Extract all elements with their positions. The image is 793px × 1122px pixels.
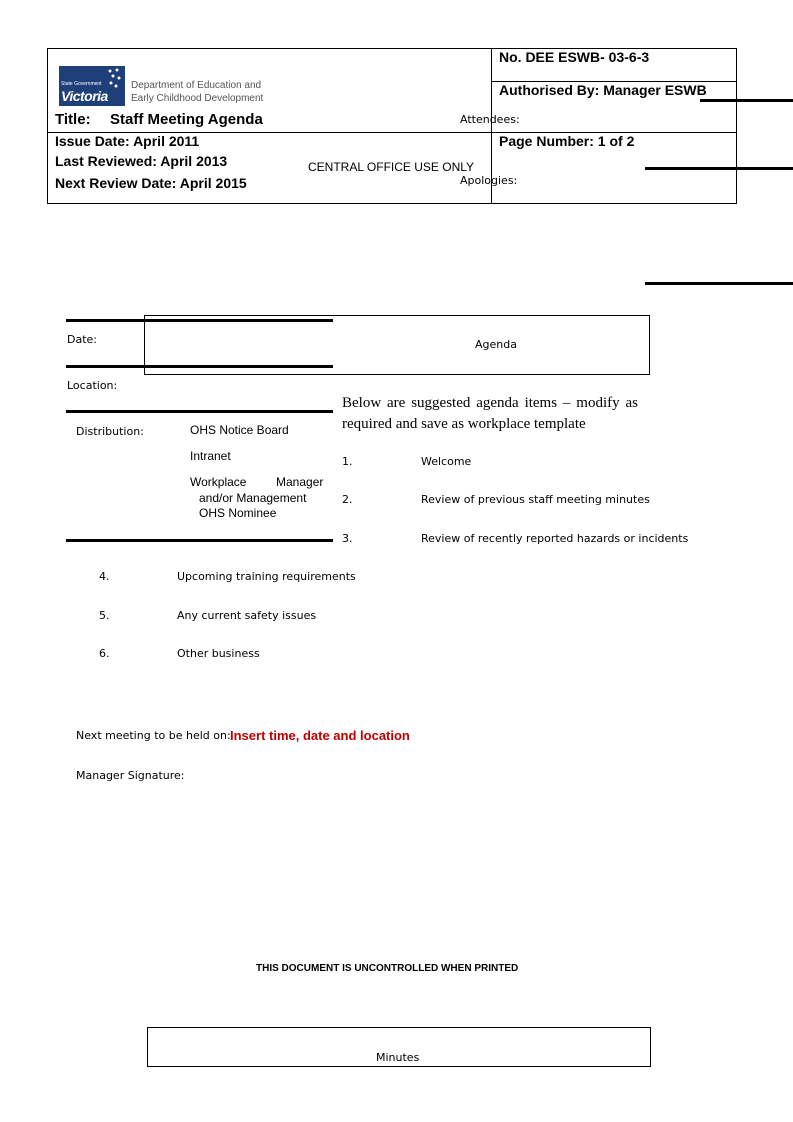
agenda-item-number: 6. bbox=[99, 647, 110, 660]
distribution-item: OHS Nominee bbox=[199, 506, 277, 520]
agenda-item-number: 2. bbox=[342, 493, 353, 506]
agenda-item-number: 5. bbox=[99, 609, 110, 622]
distribution-item: Workplace bbox=[190, 475, 247, 489]
minutes-heading: Minutes bbox=[376, 1051, 420, 1064]
apologies-label: Apologies: bbox=[460, 174, 518, 187]
logo-wordmark: Victoria bbox=[61, 88, 108, 104]
issue-date: Issue Date: April 2011 bbox=[55, 133, 200, 149]
agenda-item-text: Review of recently reported hazards or incidents bbox=[421, 532, 689, 545]
field-line bbox=[645, 282, 793, 285]
page-title: Staff Meeting Agenda bbox=[110, 111, 263, 128]
next-review-date: Next Review Date: April 2015 bbox=[55, 175, 247, 191]
page-number: Page Number: 1 of 2 bbox=[499, 133, 635, 149]
distribution-item: Intranet bbox=[190, 449, 231, 463]
date-label: Date: bbox=[67, 333, 97, 346]
distribution-item: Manager bbox=[276, 475, 324, 489]
apologies-line bbox=[645, 167, 793, 170]
uncontrolled-notice: THIS DOCUMENT IS UNCONTROLLED WHEN PRINTED bbox=[256, 963, 519, 974]
last-reviewed: Last Reviewed: April 2013 bbox=[55, 153, 228, 169]
next-meeting-label: Next meeting to be held on: bbox=[76, 729, 231, 742]
location-label: Location: bbox=[67, 379, 118, 392]
agenda-item-text: Review of previous staff meeting minutes bbox=[421, 493, 650, 506]
distribution-line bbox=[66, 539, 333, 542]
agenda-item-text: Any current safety issues bbox=[177, 609, 317, 622]
agenda-heading: Agenda bbox=[475, 338, 517, 351]
agenda-intro: Below are suggested agenda items – modify as required and save as workplace template bbox=[342, 395, 638, 432]
central-office-note: CENTRAL OFFICE USE ONLY bbox=[308, 160, 475, 174]
location-line bbox=[66, 410, 333, 413]
agenda-item-text: Upcoming training requirements bbox=[177, 570, 356, 583]
agenda-item-number: 1. bbox=[342, 455, 353, 468]
agenda-item-text: Other business bbox=[177, 647, 260, 660]
distribution-label: Distribution: bbox=[76, 425, 144, 438]
agenda-item-number: 4. bbox=[99, 570, 110, 583]
authorised-by: Authorised By: Manager ESWB bbox=[499, 82, 707, 98]
title-label: Title: bbox=[55, 111, 91, 128]
victoria-logo bbox=[59, 66, 271, 108]
agenda-item-text: Welcome bbox=[421, 455, 472, 468]
distribution-item: OHS Notice Board bbox=[190, 423, 289, 437]
logo-dept-line2: Early Childhood Development bbox=[131, 93, 264, 104]
distribution-item: and/or Management bbox=[199, 491, 307, 505]
document-number: No. DEE ESWB- 03-6-3 bbox=[499, 49, 650, 65]
attendees-line bbox=[700, 99, 793, 102]
attendees-label: Attendees: bbox=[460, 113, 520, 126]
date-line-bottom bbox=[66, 365, 333, 368]
next-meeting-placeholder[interactable]: Insert time, date and location bbox=[230, 728, 410, 743]
logo-small-text: State Government bbox=[61, 81, 102, 87]
manager-signature-label: Manager Signature: bbox=[76, 769, 185, 782]
agenda-item-number: 3. bbox=[342, 532, 353, 545]
stars-icon bbox=[107, 68, 123, 90]
logo-dept-line1: Department of Education and bbox=[131, 80, 262, 91]
date-line-top bbox=[66, 319, 333, 322]
